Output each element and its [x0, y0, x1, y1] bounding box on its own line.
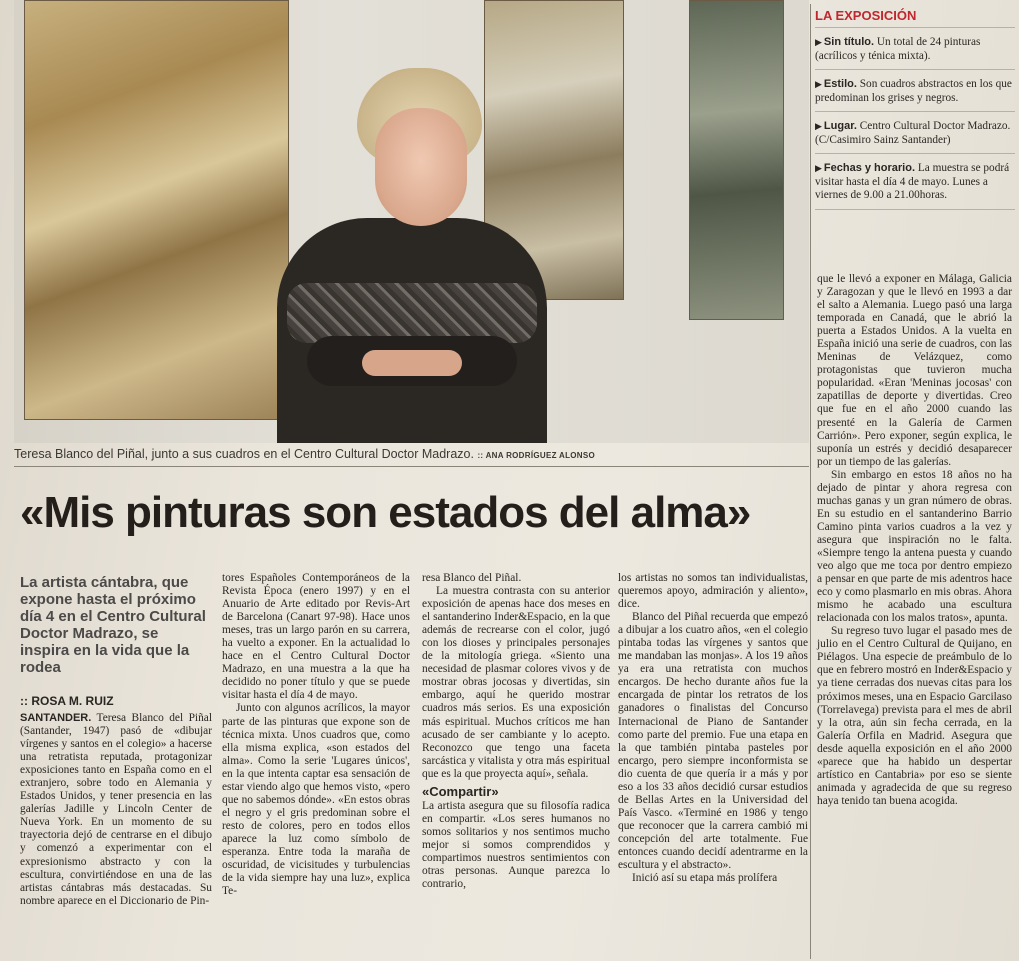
- headline: «Mis pinturas son estados del alma»: [20, 488, 751, 537]
- paragraph: tores Españoles Contemporáneos de la Revista Época (enero 1997) y en el Anuario de Arte editado por Revis-Art de Barcelona (Canart 97-98). Hace unos meses, tras un largo parón en su carrera, ha vuelto a exponer. En la actualidad lo hace en el Centro Cultural Doctor Madrazo, en una muestra a la que ha decidido no poner título y que se puede visitar hasta el día 4 de mayo.: [222, 572, 410, 702]
- portrait-lace: [287, 283, 537, 343]
- dateline: SANTANDER.: [20, 712, 92, 724]
- sidebar-item-place: [815, 112, 1015, 154]
- paragraph: La muestra contrasta con su anterior exposición de apenas hace dos meses en el santanderino Inder&Espacio, en la que además de recrearse con el color, jugó con los dioses y principales personajes de la mitología griega. «Siento una necesidad de plasmar colores vivos y de mostrar obras jocosas y divertidas, sin embargo, aquí he querido mostrar cuadros más serios. Es una exposición más espiritual. Muchos críticos me han acusado de ser cambiante y lo acepto. Reconozco que tengo una faceta sarcástica y vitalista y otra más espiritual que es la que proyecta aquí», señala.: [422, 585, 610, 780]
- photo-credit: :: ANA RODRÍGUEZ ALONSO: [477, 451, 596, 460]
- article-column-3: [422, 572, 610, 891]
- article-column-1: [20, 712, 212, 908]
- arrow-icon: ▶: [815, 121, 822, 131]
- artist-portrait: [267, 68, 547, 443]
- sidebar-item-label: Sin título.: [823, 36, 875, 48]
- paragraph: Inició así su etapa más prolífera: [632, 872, 778, 885]
- paragraph: Sin embargo en estos 18 años no ha dejado de pintar y ahora regresa con muchas ganas y un gran número de obras. En su estudio en el santanderino Barrio Camino pinta varios cuadros a la vez y asegura que inspiración no le falta. «Siempre tengo la antena puesta y cuando veo algo que me toca por dentro empiezo a pensar en que parte de mis adentros hace eco y como plasmarlo en mis obras. Ahora mismo he acabado una escultura relacionada con los malos tratos», apunta.: [817, 468, 1012, 625]
- article-photo: [14, 0, 809, 443]
- paragraph: Teresa Blanco del Piñal (Santander, 1947) pasó de «dibujar vírgenes y santos en el colegio» a hacerse una retratista reputada, protagonizar exposiciones tanto en España como en el extranjero, sobre todo en Alemania y Estados Unidos, y tener presencia en las galerías Jadille y Lincoln Center de Nueva York. En un momento de su trayectoria dejó de centrarse en el dibujo y comenzó a experimentar con el expresionismo abstracto y con la escultura, convirtiéndose en una de las artistas cántabras más destacadas. Su nombre aparece en el Diccionario de Pin-: [20, 712, 212, 907]
- subheadline: La artista cántabra, que expone hasta el próximo día 4 en el Centro Cultural Doctor Madrazo, se inspira en la vida que la rodea: [20, 574, 206, 676]
- arrow-icon: ▶: [815, 37, 822, 47]
- byline: :: ROSA M. RUIZ: [20, 694, 114, 708]
- sidebar-item-dates: [815, 154, 1015, 210]
- paragraph: Junto con algunos acrílicos, la mayor parte de las pinturas que expone son de técnica mixta. Unos cuadros que, como ella misma explica, «son estados del alma». Como la serie 'Lugares únicos', en la que intenta captar esa sensación de estar viendo algo que hemos visto, «pero que no sabemos dónde». «En estos obras el negro y el gris predominan sobre el resto de colores, pero en todos ellos aparece la luz como símbolo de esperanza. Entre toda la maraña de oscuridad, de vicisitudes y turbulencias de la vida siempre hay una luz», explica Te-: [222, 702, 410, 898]
- sidebar-item-label: Estilo.: [823, 78, 857, 90]
- paragraph: Blanco del Piñal recuerda que empezó a dibujar a los cuatro años, «en el colegio pintaba todas las vírgenes y santos que me mandaban las monjas». A los 19 años ya era una retratista con muchos encargos. De hecho durante años fue la encargada de pintar los retratos de los ganadores o finalistas del Concurso Internacional de Piano de Santander como parte del premio. Fue una etapa en la que también pintaba pasteles por encargo, pero siempre inconformista se dio cuenta de que quería ir a más y por eso a los 33 años decidió cursar estudios de Bellas Artes en la Universidad del País Vasco. «Terminé en 1986 y tengo que reconocer que la carrera cambió mi concepción del arte totalmente. Fue entonces cuando decidí adentrarme en la escultura y el abstracto».: [618, 611, 808, 872]
- exhibition-sidebar: [815, 4, 1015, 210]
- section-subheading: «Compartir»: [422, 783, 499, 799]
- sidebar-item-text: Centro Cultural Doctor Madrazo. (C/Casimiro Sainz Santander): [815, 120, 1011, 146]
- sidebar-item-text: Son cuadros abstractos en los que predominan los grises y negros.: [815, 78, 1012, 104]
- paragraph: Su regreso tuvo lugar el pasado mes de julio en el Centro Cultural de Quijano, en Piélagos. Una especie de preámbulo de lo que en febrero mostró en Inder&Espacio y ya tiene cerradas dos nuevas citas para los próximos meses, una en Espacio Garcilaso (Torrelavega) prevista para el mes de abril y la otra, aún sin fecha cerrada, en la Galería Orfila en Madrid. Asegura que desde aquella exposición en el año 2000 «parece que ha habido un despertar artístico en Cantabria» por eso se siente animada y agradecida de que su regreso haya tenido tan buena acogida.: [817, 625, 1012, 807]
- sidebar-item-style: [815, 70, 1015, 112]
- paragraph: los artistas no somos tan individualistas, queremos apoyo, admiración y aliento», dice.: [618, 572, 808, 611]
- paragraph: que le llevó a exponer en Málaga, Galicia y Zaragozan y que le llevó en 1993 a dar el salto a Alemania. Luego pasó una larga temporada en Canadá, que le abrió la puerta a Estados Unidos. A la vuelta en España inició una serie de cuadros, con las Meninas de Velázquez, como protagonistas que tuvieron mucha popularidad. «Eran 'Meninas jocosas' con zapatillas de deporte y divertidas. Creo que fue en el año 2000 cuando las presenté en la Galería de Carmen Carrión». Pero exponer, según explica, le suponía un estrés y decidió desaparecer por un tiempo de las galerías.: [817, 273, 1012, 468]
- sidebar-title: LA EXPOSICIÓN: [815, 4, 1015, 28]
- photo-caption: [14, 447, 809, 463]
- sidebar-item-label: Lugar.: [823, 120, 857, 132]
- article-column-2: [222, 572, 410, 898]
- article-column-4: [618, 572, 808, 885]
- caption-text: Teresa Blanco del Piñal, junto a sus cuadros en el Centro Cultural Doctor Madrazo.: [14, 447, 474, 461]
- paragraph: resa Blanco del Piñal.: [422, 572, 522, 584]
- article-column-5: [817, 273, 1012, 808]
- portrait-hands: [362, 350, 462, 376]
- sidebar-item-title: [815, 28, 1015, 70]
- painting-left: [24, 0, 289, 420]
- arrow-icon: ▶: [815, 163, 822, 173]
- painting-right: [689, 0, 784, 320]
- sidebar-item-label: Fechas y horario.: [823, 162, 916, 174]
- sidebar-item-text: La muestra se podrá visitar hasta el día 4 de mayo. Lunes a viernes de 9.00 a 21.00horas.: [815, 162, 1010, 201]
- arrow-icon: ▶: [815, 79, 822, 89]
- paragraph: La artista asegura que su filosofía radica en compartir. «Los seres humanos no somos solitarios y nos sentimos mucho mejor si somos comprendidos y compartimos nuestros sentimientos con otras personas. Aunque parezca lo contrario,: [422, 799, 610, 891]
- sidebar-item-text: Un total de 24 pinturas (acrílicos y ténica mixta).: [815, 36, 981, 62]
- caption-rule: [14, 466, 809, 467]
- column-divider: [810, 4, 811, 959]
- portrait-face: [375, 108, 467, 226]
